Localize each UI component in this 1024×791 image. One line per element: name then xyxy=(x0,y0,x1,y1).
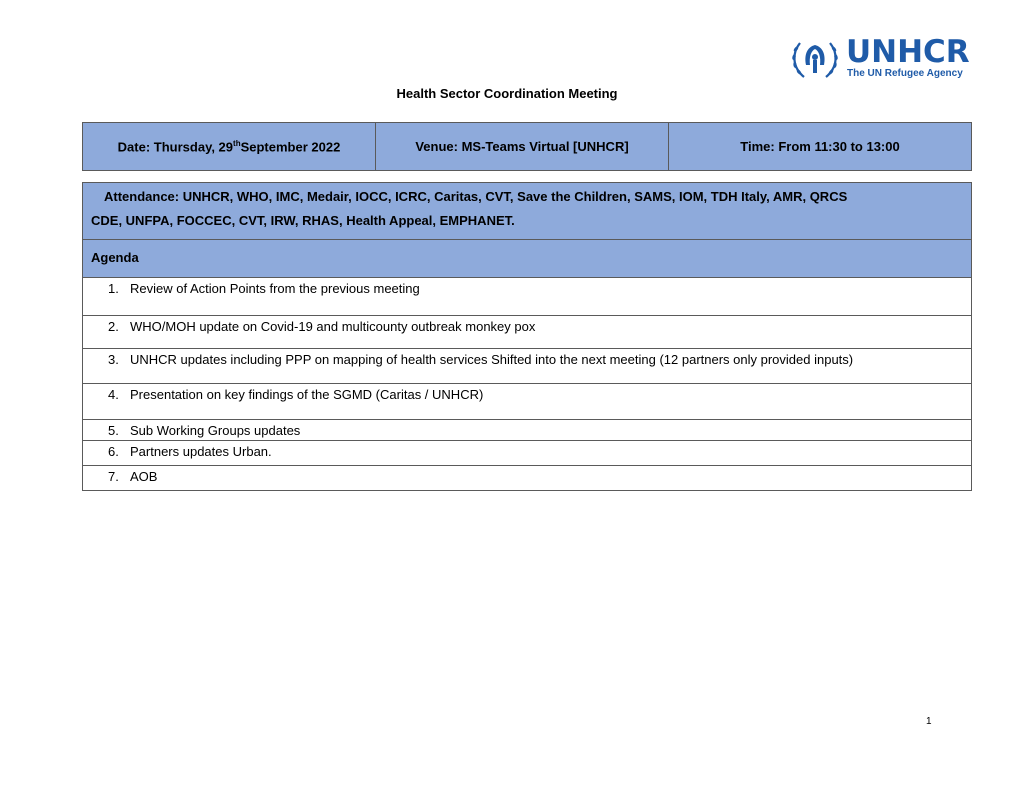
logo-wordmark: UNHCR xyxy=(846,34,970,70)
date-prefix: Date: Thursday, 29 xyxy=(117,139,234,155)
agenda-item: 5. Sub Working Groups updates xyxy=(83,420,972,441)
agenda-item: 7. AOB xyxy=(83,466,972,491)
agenda-item: 4. Presentation on key findings of the SGMD (Caritas / UNHCR) xyxy=(83,384,972,420)
agenda-item: 2. WHO/MOH update on Covid-19 and multicounty outbreak monkey pox xyxy=(83,316,972,349)
document-title: Health Sector Coordination Meeting xyxy=(396,86,618,101)
venue-cell: Venue: MS-Teams Virtual [UNHCR] xyxy=(376,123,669,171)
attendance-line-1: Attendance: UNHCR, WHO, IMC, Medair, IOCC, ICRC, Caritas, CVT, Save the Children, SAMS, IOM, TDH Italy, AMR, QRCS xyxy=(104,189,848,204)
date-suffix: September 2022 xyxy=(240,139,341,155)
attendance-line-2: CDE, UNFPA, FOCCEC, CVT, IRW, RHAS, Health Appeal, EMPHANET. xyxy=(91,213,515,228)
agenda-table xyxy=(82,182,972,491)
time-cell: Time: From 11:30 to 13:00 xyxy=(669,123,972,171)
logo-tagline: The UN Refugee Agency xyxy=(847,68,963,79)
page-number: 1 xyxy=(926,716,932,727)
date-cell xyxy=(83,123,376,171)
agenda-item: 6. Partners updates Urban. xyxy=(83,441,972,466)
meeting-info-table xyxy=(82,122,972,171)
unhcr-logo xyxy=(790,34,970,81)
laurel-emblem-icon xyxy=(790,37,840,81)
agenda-header: Agenda xyxy=(83,240,972,278)
agenda-item: 1. Review of Action Points from the previous meeting xyxy=(83,278,972,316)
date-superscript: th xyxy=(233,138,241,148)
agenda-item: 3. UNHCR updates including PPP on mapping of health services Shifted into the next meeting (12 partners only provided inputs) xyxy=(83,349,972,384)
attendance-cell xyxy=(83,183,972,240)
